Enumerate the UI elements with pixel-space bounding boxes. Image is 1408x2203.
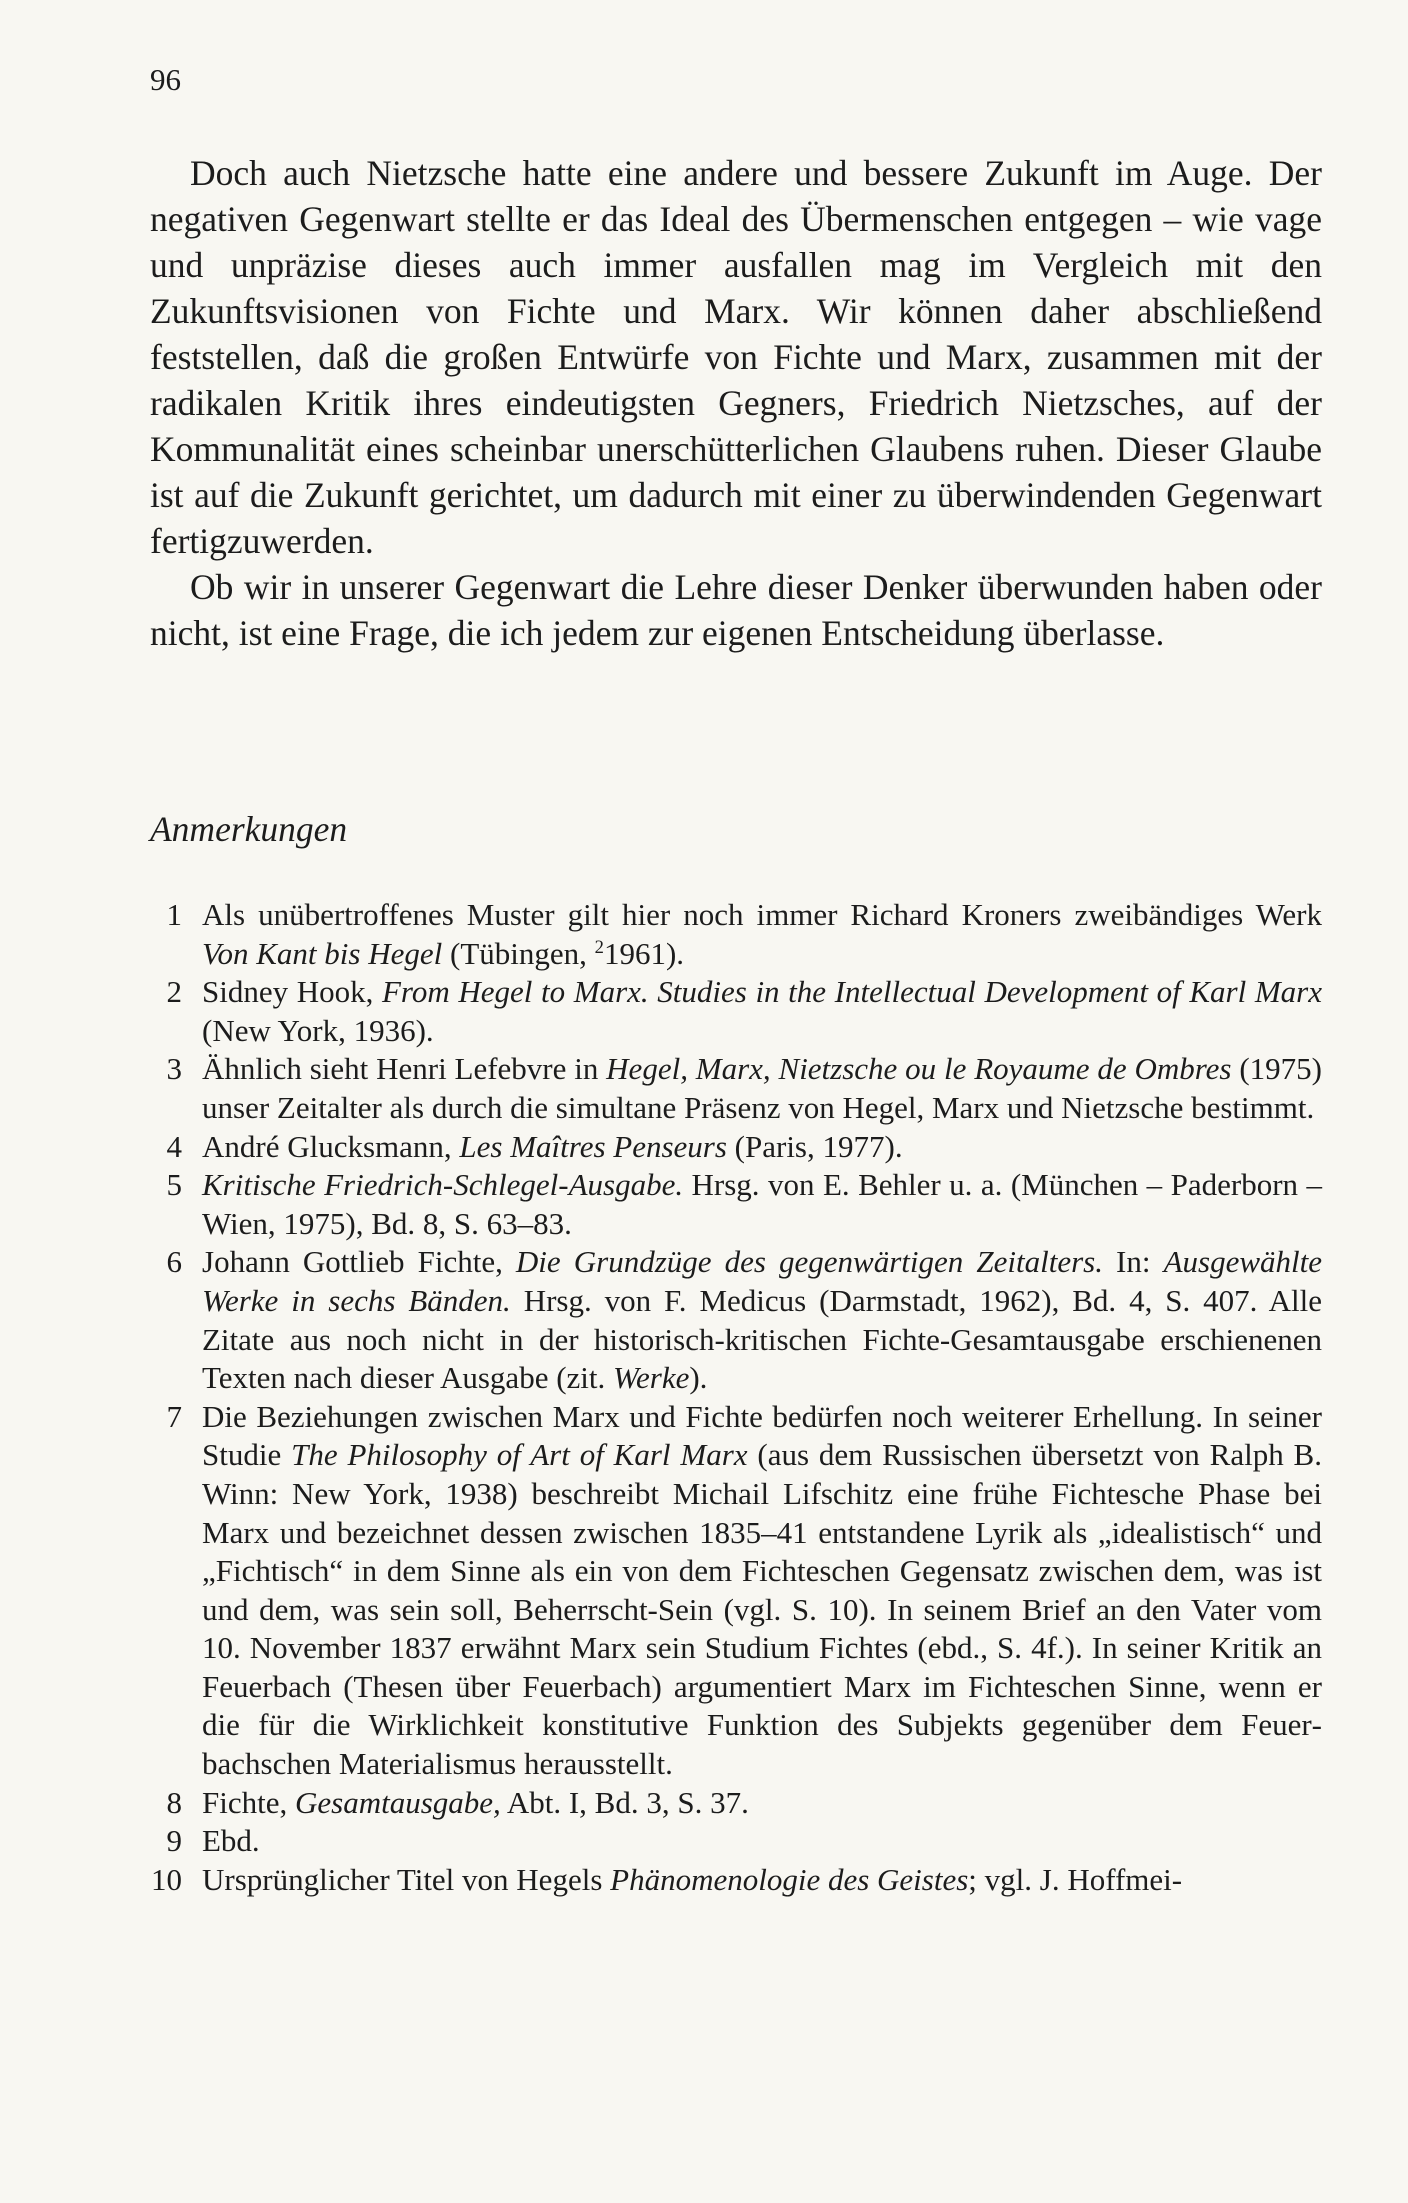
- footnote-title: The Philosophy of Art of Karl Marx: [291, 1437, 748, 1473]
- footnote-number: 5: [166, 1167, 182, 1203]
- footnote: [150, 1784, 1322, 1823]
- footnote-number: 1: [166, 897, 182, 932]
- notes-list: [150, 896, 1322, 1899]
- footnote-number: 7: [166, 1398, 182, 1434]
- footnote: [150, 1243, 1322, 1397]
- footnote-title: Von Kant bis Hegel: [202, 935, 443, 971]
- footnote-title: Ausgewählte Werke in sechs Bänden.: [202, 1244, 1323, 1318]
- footnote-text: Abt. I, Bd. 3, S. 37.: [500, 1784, 749, 1820]
- footnote-text: (Paris, 1977).: [726, 1128, 903, 1164]
- footnote-text: Hrsg. von E. Behler u. a. (München – Paderborn – Wien, 1975), Bd. 8, S. 63–83.: [202, 1167, 1322, 1241]
- footnote-text: Johann Gottlieb Fichte,: [202, 1244, 516, 1280]
- footnote-text: (1975) unser Zeitalter als durch die simultane Präsenz von Hegel, Marx und Nietzsche bestimmt.: [202, 1051, 1322, 1125]
- footnote-text: (Tübingen,: [442, 935, 595, 971]
- footnote-title: Werke: [613, 1360, 690, 1396]
- footnote-text: Ähnlich sieht Henri Lefebvre in: [202, 1051, 607, 1087]
- footnote-title: Hegel, Marx, Nietzsche ou le Royaume de Ombres: [606, 1051, 1232, 1087]
- footnote-title: Die Grundzüge des gegenwärtigen Zeitalters.: [515, 1244, 1103, 1280]
- footnote: [150, 1166, 1322, 1243]
- body-text: [150, 150, 1322, 656]
- footnote: [150, 1398, 1322, 1784]
- footnote: [150, 1822, 1322, 1861]
- paragraph: Ob wir in unserer Gegenwart die Lehre dieser Denker überwunden haben oder nicht, ist eine Frage, die ich jedem zur eigenen Entscheidung überlasse.: [150, 567, 1322, 653]
- footnote-text: André Glucksmann,: [202, 1128, 460, 1164]
- footnote: [150, 973, 1322, 1050]
- footnote-text: 1961).: [603, 935, 685, 971]
- footnote-number: 10: [151, 1861, 182, 1897]
- paragraph: Doch auch Nietzsche hatte eine andere und bessere Zukunft im Auge. Der negativen Gegenwart stellte er das Ideal des Übermenschen entgegen – wie vage und unpräzise dieses auch immer ausfallen mag im Vergleich mit den Zukunftsvisionen von Fichte und Marx. Wir können daher abschließend feststellen, daß die großen Entwürfe von Fichte und Marx, zusammen mit der radikalen Kritik ihres eindeutigsten Gegners, Friedrich Nietzsches, auf der Kommunalität eines scheinbar unerschütterlichen Glaubens ruhen. Dieser Glaube ist auf die Zukunft gerichtet, um dadurch mit einer zu überwindenden Gegenwart fertigzuwerden.: [150, 153, 1322, 561]
- footnote-text: Sidney Hook,: [202, 974, 382, 1010]
- footnote-title: Phänomenologie des Geistes: [610, 1861, 969, 1897]
- footnote-text: Die Beziehungen zwischen Marx und Fichte bedürfen noch weiterer Erhellung. In seiner Studie: [202, 1398, 1322, 1473]
- footnote-number: 4: [166, 1128, 182, 1164]
- footnote-title: Gesamtausgabe,: [295, 1784, 501, 1820]
- footnote: [150, 1050, 1322, 1127]
- footnote-number: 8: [166, 1784, 182, 1820]
- footnote-number: 6: [166, 1244, 182, 1280]
- page-number: 96: [150, 62, 181, 97]
- footnote-text: (New York, 1936).: [202, 1012, 434, 1048]
- footnote-text: ; vgl. J. Hoffmei-: [968, 1861, 1183, 1897]
- footnote-text: Als unübertroffenes Muster gilt hier noch immer Richard Kroners zweibändiges Werk: [202, 897, 1322, 932]
- footnote-title: Kritische Friedrich-Schlegel-Ausgabe.: [202, 1167, 684, 1203]
- footnote-title: Les Maîtres Penseurs: [459, 1128, 727, 1164]
- footnote-text: ).: [689, 1360, 708, 1396]
- footnote: [150, 1128, 1322, 1167]
- footnote-text: Ebd.: [202, 1823, 260, 1859]
- footnote-text: Hrsg. von F. Medicus (Darmstadt, 1962), Bd. 4, S. 407. Alle Zitate aus noch nicht in der historisch-kritischen Fichte-Gesamtausgabe erschienenen Texten nach dieser Ausgabe (zit.: [202, 1282, 1322, 1396]
- footnote-text: (aus dem Russischen übersetzt von Ralph B. Winn: New York, 1938) beschreibt Michail Lifschitz eine frühe Fichtesche Phase bei Marx und bezeichnet dessen zwischen 1835–41 entstandene Lyrik als „idealistisch“ und „Fichtisch“ in dem Sinne als ein von dem Fichteschen Gegensatz zwischen dem, was ist und dem, was sein soll, Beherrscht-Sein (vgl. S. 10). In seinem Brief an den Vater vom 10. November 1837 erwähnt Marx sein Studium Fichtes (ebd., S. 4f.). In seiner Kritik an Feuerbach (Thesen über Feuerbach) argumentiert Marx im Fichteschen Sinne, wenn er die für die Wirklichkeit konstitutive Funktion des Subjekts gegenüber dem Feuerbachschen Materialismus herausstellt.: [202, 1437, 1322, 1782]
- notes-heading: Anmerkungen: [150, 809, 348, 849]
- footnote-number: 3: [166, 1051, 182, 1087]
- footnote: [150, 896, 1322, 973]
- footnote-text: Ursprünglicher Titel von Hegels: [202, 1861, 611, 1897]
- footnote-text: In:: [1102, 1244, 1164, 1280]
- footnote-title: From Hegel to Marx. Studies in the Intellectual Development of Karl Marx: [382, 974, 1322, 1010]
- footnote-number: 2: [166, 974, 182, 1010]
- footnote-text: Fichte,: [202, 1784, 295, 1820]
- footnote-number: 9: [166, 1823, 182, 1859]
- footnote-text: 2: [594, 936, 604, 958]
- footnote: [150, 1861, 1322, 1900]
